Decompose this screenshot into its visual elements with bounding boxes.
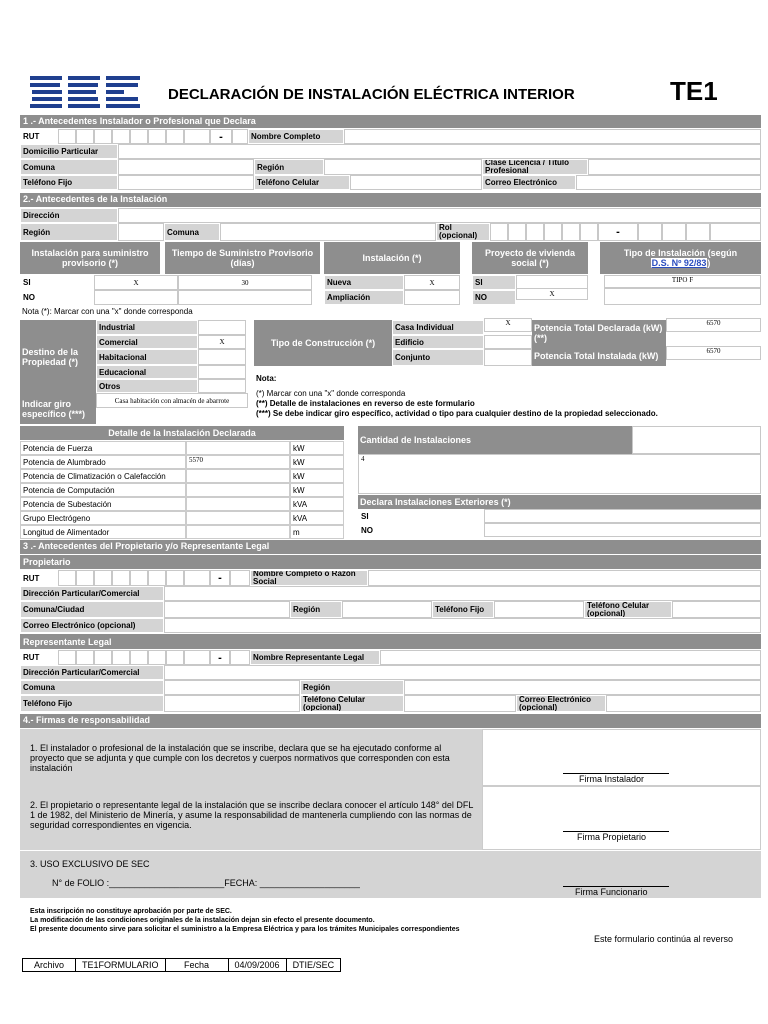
otros-label: Otros (96, 379, 198, 393)
rut-prop-3[interactable] (94, 570, 112, 586)
representante-header: Representante Legal (20, 634, 761, 649)
potencia-value[interactable] (186, 525, 290, 539)
clase-licencia-label: Clase Licencia / Título Profesional (482, 159, 588, 175)
rut-prop-6[interactable] (148, 570, 166, 586)
pot-declarada-header: Potencia Total Declarada (kW) (**) (532, 320, 666, 346)
comuna-ciudad-field[interactable] (164, 601, 290, 618)
instalacion-header: Instalación (*) (324, 242, 460, 274)
rut-digit-4[interactable] (112, 129, 130, 144)
potencia-unit: kW (290, 469, 344, 483)
nombre-completo-label: Nombre Completo (248, 129, 344, 144)
potencia-unit: kVA (290, 511, 344, 525)
rut-rep-8[interactable] (184, 650, 210, 665)
rut-rep-label: RUT (20, 650, 58, 665)
direccion-rep-label: Dirección Particular/Comercial (20, 665, 164, 680)
potencia-value[interactable] (186, 511, 290, 525)
rol-digit-3[interactable] (526, 223, 544, 241)
potencia-label: Potencia de Fuerza (20, 441, 186, 455)
rut-digit-6[interactable] (148, 129, 166, 144)
correo-field[interactable] (576, 175, 761, 190)
domicilio-field[interactable] (118, 144, 761, 159)
ampliacion-label: Ampliación (324, 290, 404, 305)
potencia-label: Potencia de Subestación (20, 497, 186, 511)
rut-digit-1[interactable] (58, 129, 76, 144)
direccion-prop-label: Dirección Particular/Comercial (20, 586, 164, 601)
tipo-instalacion-field[interactable]: TIPO F (604, 275, 761, 288)
direccion-label: Dirección (20, 208, 118, 223)
rut-prop-1[interactable] (58, 570, 76, 586)
potencia-unit: kW (290, 455, 344, 469)
telefono-celular-prop-field[interactable] (672, 601, 761, 618)
comuna-label: Comuna (20, 159, 118, 175)
no-label: NO (20, 290, 94, 305)
sec-logo (30, 74, 142, 110)
si-label: SI (20, 275, 94, 290)
rut-rep-4[interactable] (112, 650, 130, 665)
direccion-prop-field[interactable] (164, 586, 761, 601)
nueva-label: Nueva (324, 275, 404, 290)
telefono-fijo-prop-label: Teléfono Fijo (432, 601, 494, 618)
rol-digit-2[interactable] (508, 223, 526, 241)
rut-prop-dv[interactable] (230, 570, 250, 586)
ext-no-field[interactable] (484, 523, 761, 537)
comuna-inst-field[interactable] (220, 223, 436, 241)
nombre-razon-label: Nombre Completo o Razón Social (250, 570, 368, 586)
nueva-field[interactable]: X (404, 275, 460, 290)
correo-label: Correo Electrónico (482, 175, 576, 190)
suministro-si-field[interactable]: X (94, 275, 178, 290)
potencia-label: Potencia de Climatización o Calefacción (20, 469, 186, 483)
rol-digit-8[interactable] (662, 223, 686, 241)
comercial-label: Comercial (96, 335, 198, 349)
correo-rep-field[interactable] (606, 695, 761, 712)
potencia-label: Potencia de Alumbrado (20, 455, 186, 469)
firma-propietario-label: Firma Propietario (577, 832, 647, 842)
comuna-inst-label: Comuna (164, 223, 220, 241)
rut-prop-4[interactable] (112, 570, 130, 586)
uso-exclusivo-label: 3. USO EXCLUSIVO DE SEC (30, 859, 150, 869)
industrial-label: Industrial (96, 320, 198, 335)
region-prop-label: Región (290, 601, 342, 618)
footer-line-1: Esta inscripción no constituye aprobación por parte de SEC. (30, 908, 232, 915)
continua-reverso: Este formulario continúa al reverso (594, 934, 734, 944)
nombre-rep-field[interactable] (380, 650, 761, 665)
footer-fecha: 04/09/2006 (228, 959, 286, 972)
educacional-label: Educacional (96, 365, 198, 379)
tipo-instalacion-close: ) (707, 258, 711, 268)
pot-instalada-field[interactable]: 6570 (666, 346, 761, 360)
vivienda-no-label: NO (472, 290, 516, 305)
region-rep-field[interactable] (404, 680, 761, 695)
otros-field[interactable] (198, 379, 246, 393)
telefono-celular-rep-label: Teléfono Celular (opcional) (300, 695, 404, 712)
exteriores-header: Declara Instalaciones Exteriores (*) (358, 495, 761, 509)
footer-table (22, 958, 341, 972)
telefono-fijo-field[interactable] (118, 175, 254, 190)
telefono-celular-label: Teléfono Celular (254, 175, 350, 190)
industrial-field[interactable] (198, 320, 246, 335)
uso-exclusivo-sec (20, 851, 482, 898)
telefono-celular-rep-field[interactable] (404, 695, 516, 712)
rut-digit-3[interactable] (94, 129, 112, 144)
footer-line-3: El presente documento sirve para solicitar el suministro a la Empresa Eléctrica y para los trámites Municipales correspondientes (30, 926, 460, 933)
rol-digit-1[interactable] (490, 223, 508, 241)
potencia-unit: kW (290, 483, 344, 497)
declaracion-propietario: 2. El propietario o representante legal de la instalación que se inscribe declara conocer el artículo 148° del DFL 1 de 1982, del Ministerio de Minería, y asume la responsabilidad de mantenerla cumpliendo con las normas de seguridad correspondientes en vigencia. (20, 786, 482, 850)
rut-rep-3[interactable] (94, 650, 112, 665)
form-code: TE1 (670, 76, 718, 106)
habitacional-label: Habitacional (96, 349, 198, 365)
potencia-value[interactable] (186, 497, 290, 511)
cantidad-value[interactable]: 4 (358, 454, 761, 494)
rut-label: RUT (20, 129, 58, 144)
vivienda-si-label: SI (472, 275, 516, 290)
firma-funcionario-label: Firma Funcionario (575, 887, 648, 897)
rol-digit-10[interactable] (710, 223, 761, 241)
detalle-header: Detalle de la Instalación Declarada (20, 426, 344, 440)
region-prop-field[interactable] (342, 601, 432, 618)
conjunto-label: Conjunto (392, 349, 484, 366)
telefono-fijo-prop-field[interactable] (494, 601, 584, 618)
sec-logo-icon (30, 74, 142, 110)
tipo-construccion-header: Tipo de Construcción (*) (254, 320, 392, 366)
conjunto-field[interactable] (484, 349, 532, 366)
rut-rep-dash: - (210, 650, 230, 665)
rut-dash: - (210, 129, 232, 144)
rut-rep-2[interactable] (76, 650, 94, 665)
comuna-ciudad-label: Comuna/Ciudad (20, 601, 164, 618)
potencia-label: Potencia de Computación (20, 483, 186, 497)
region-inst-field[interactable] (118, 223, 164, 241)
ds-link[interactable]: D.S. Nº 92/83 (651, 258, 707, 268)
potencia-label: Longitud de Alimentador (20, 525, 186, 539)
rol-digit-7[interactable] (638, 223, 662, 241)
nota-2-line-1: (*) Marcar con una "x" donde corresponda (256, 389, 406, 398)
nombre-rep-label: Nombre Representante Legal (250, 650, 380, 665)
rol-digit-6[interactable] (580, 223, 598, 241)
domicilio-label: Domicilio Particular (20, 144, 118, 159)
footer-archivo: Archivo (23, 959, 76, 972)
rol-label: Rol (opcional) (436, 223, 490, 241)
nota-2-title: Nota: (256, 374, 277, 383)
tiempo-field[interactable]: 30 (178, 275, 312, 290)
edificio-field[interactable] (484, 335, 532, 349)
footer-dtie: DTIE/SEC (286, 959, 341, 972)
section-2-header: 2.- Antecedentes de la Instalación (20, 193, 761, 207)
cantidad-header: Cantidad de Instalaciones (358, 426, 632, 454)
potencia-unit: kVA (290, 497, 344, 511)
rut-rep-5[interactable] (130, 650, 148, 665)
potencia-value[interactable] (186, 441, 290, 455)
section-4-header: 4.- Firmas de responsabilidad (20, 714, 761, 728)
rut-digit-8[interactable] (184, 129, 210, 144)
rut-rep-6[interactable] (148, 650, 166, 665)
footer-fecha-label: Fecha (165, 959, 228, 972)
rut-rep-dv[interactable] (230, 650, 250, 665)
potencia-value[interactable] (186, 469, 290, 483)
indicar-giro-header: Indicar giro específico (***) (20, 393, 96, 424)
casa-individual-field[interactable]: X (484, 318, 532, 332)
comuna-rep-field[interactable] (164, 680, 300, 695)
folio-fecha-line: N° de FOLIO :_______________________FECHA: ____________________ (52, 878, 360, 888)
section-1-header: 1 .- Antecedentes Instalador o Profesional que Declara (20, 115, 761, 128)
declaracion-instalador: 1. El instalador o profesional de la instalación que se inscribe, declara que se ha ejecutado conforme al proyecto que se adjunta y que cumple con los decretos y cuerpos normativos que corresponden con esta instalación (20, 729, 482, 786)
footer-formulario: TE1FORMULARIO (76, 959, 166, 972)
tiempo-field-2[interactable] (178, 290, 312, 305)
tipo-instalacion-header (600, 242, 761, 274)
cantidad-field[interactable] (632, 426, 761, 454)
inst-suministro-header: Instalación para suministro provisorio (*) (20, 242, 160, 274)
footer-notes (30, 907, 460, 934)
comuna-rep-label: Comuna (20, 680, 164, 695)
nota-2-line-3: (***) Se debe indicar giro específico, actividad o tipo para cualquier destino de la propiedad seleccionado. (256, 409, 658, 418)
habitacional-field[interactable] (198, 349, 246, 365)
telefono-celular-field[interactable] (350, 175, 482, 190)
rol-digit-4[interactable] (544, 223, 562, 241)
comuna-field[interactable] (118, 159, 254, 175)
nota-2-line-2: (**) Detalle de instalaciones en reverso de este formulario (256, 399, 475, 408)
proyecto-vivienda-header: Proyecto de vivienda social (*) (472, 242, 588, 274)
form-title: DECLARACIÓN DE INSTALACIÓN ELÉCTRICA INTERIOR (168, 86, 575, 103)
ampliacion-field[interactable] (404, 290, 460, 305)
nombre-razon-field[interactable] (368, 570, 761, 586)
nota-2-block (256, 374, 761, 422)
potencia-unit: m (290, 525, 344, 539)
correo-prop-label: Correo Electrónico (opcional) (20, 618, 164, 633)
region-rep-label: Región (300, 680, 404, 695)
casa-individual-label: Casa Individual (392, 320, 484, 335)
rut-prop-8[interactable] (184, 570, 210, 586)
rut-rep-7[interactable] (166, 650, 184, 665)
edificio-label: Edificio (392, 335, 484, 349)
telefono-fijo-rep-field[interactable] (164, 695, 300, 712)
correo-rep-label: Correo Electrónico (opcional) (516, 695, 606, 712)
region-label: Región (254, 159, 324, 175)
ext-si-label: SI (358, 509, 484, 523)
nota-1: Nota (*): Marcar con una "x" donde corresponda (22, 307, 193, 316)
potencia-value[interactable]: 5570 (186, 455, 290, 469)
telefono-celular-prop-label: Teléfono Celular (opcional) (584, 601, 672, 618)
direccion-rep-field[interactable] (164, 665, 761, 680)
rut-digit-2[interactable] (76, 129, 94, 144)
correo-prop-field[interactable] (164, 618, 761, 633)
educacional-field[interactable] (198, 365, 246, 379)
rut-digit-5[interactable] (130, 129, 148, 144)
potencia-value[interactable] (186, 483, 290, 497)
region-inst-label: Región (20, 223, 118, 241)
rut-prop-2[interactable] (76, 570, 94, 586)
potencia-label: Grupo Electrógeno (20, 511, 186, 525)
rut-prop-dash: - (210, 570, 230, 586)
propietario-header: Propietario (20, 555, 761, 569)
firma-instalador-label: Firma Instalador (579, 774, 645, 784)
vivienda-no-field[interactable]: X (516, 288, 588, 300)
tipo-instalacion-label: Tipo de Instalación (según (623, 248, 738, 258)
rut-rep-1[interactable] (58, 650, 76, 665)
direccion-field[interactable] (118, 208, 761, 223)
rut-prop-7[interactable] (166, 570, 184, 586)
pot-instalada-header: Potencia Total Instalada (kW) (532, 346, 666, 366)
telefono-fijo-rep-label: Teléfono Fijo (20, 695, 164, 712)
pot-declarada-field[interactable]: 6570 (666, 318, 761, 332)
rut-prop-label: RUT (20, 570, 58, 586)
ext-si-field[interactable] (484, 509, 761, 523)
suministro-no-field[interactable] (94, 290, 178, 305)
tiempo-suministro-header: Tiempo de Suministro Provisorio (días) (165, 242, 320, 274)
rut-dv[interactable] (232, 129, 248, 144)
nombre-completo-field[interactable] (344, 129, 761, 144)
rol-dash: - (598, 223, 638, 241)
comercial-field[interactable]: X (198, 335, 246, 349)
rut-digit-7[interactable] (166, 129, 184, 144)
destino-header: Destino de la Propiedad (*) (20, 320, 96, 393)
rol-digit-9[interactable] (686, 223, 710, 241)
rol-digit-5[interactable] (562, 223, 580, 241)
clase-licencia-field[interactable] (588, 159, 761, 175)
ext-no-label: NO (358, 523, 484, 537)
potencia-unit: kW (290, 441, 344, 455)
telefono-fijo-label: Teléfono Fijo (20, 175, 118, 190)
giro-field[interactable]: Casa habitación con almacén de abarrote (96, 393, 248, 408)
rut-prop-5[interactable] (130, 570, 148, 586)
footer-line-2: La modificación de las condiciones originales de la instalación dejan sin efecto el presente documento. (30, 917, 375, 924)
section-3-header: 3 .- Antecedentes del Propietario y/o Representante Legal (20, 540, 761, 554)
tipo-instalacion-field-2[interactable] (604, 288, 761, 305)
region-field[interactable] (324, 159, 482, 175)
